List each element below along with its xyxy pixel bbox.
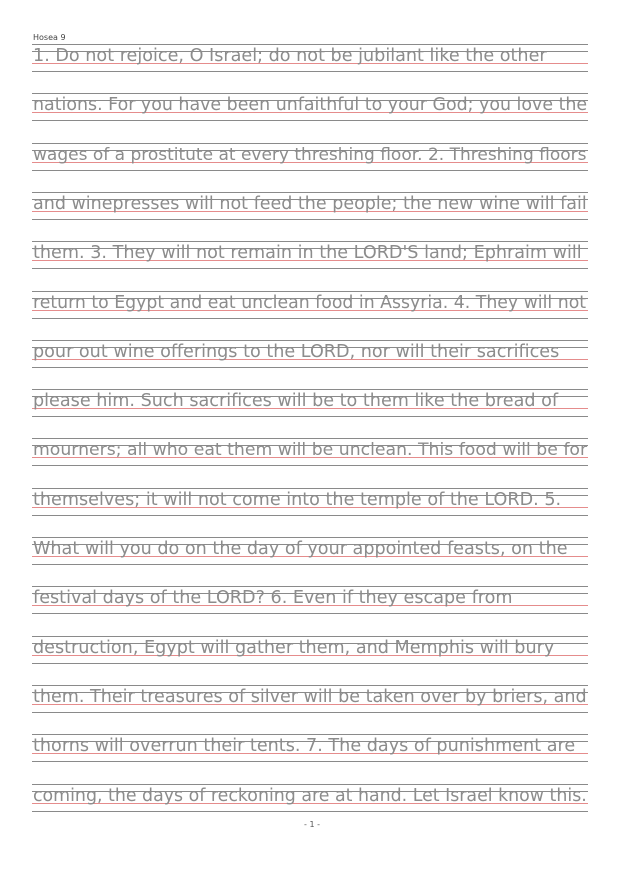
bottom-guideline bbox=[32, 170, 588, 171]
practice-line bbox=[32, 44, 588, 72]
tracing-text: mourners; all who eat them will be unclean. This food will be for bbox=[33, 440, 588, 461]
practice-line bbox=[32, 537, 588, 565]
bottom-guideline bbox=[32, 761, 588, 762]
tracing-text: return to Egypt and eat unclean food in Assyria. 4. They will not bbox=[33, 292, 587, 313]
tracing-text: thorns will overrun their tents. 7. The days of punishment are bbox=[33, 736, 576, 757]
tracing-text: destruction, Egypt will gather them, and Memphis will bury bbox=[33, 637, 555, 658]
tracing-text: What will you do on the day of your appointed feasts, on the bbox=[33, 539, 568, 559]
bottom-guideline bbox=[32, 465, 588, 466]
tracing-text: pour out wine offerings to the LORD, nor will their sacrifices bbox=[33, 341, 560, 362]
practice-line bbox=[32, 685, 588, 713]
tracing-text: wages of a prostitute at every threshing floor. 2. Threshing floors bbox=[33, 144, 587, 165]
bottom-guideline bbox=[32, 318, 588, 319]
tracing-text: them. 3. They will not remain in the LORD'S land; Ephraim will bbox=[33, 243, 582, 264]
page-title: Hosea 9 bbox=[33, 33, 66, 42]
bottom-guideline bbox=[32, 416, 588, 417]
bottom-guideline bbox=[32, 367, 588, 368]
practice-line bbox=[32, 586, 588, 614]
practice-line bbox=[32, 241, 588, 269]
bottom-guideline bbox=[32, 268, 588, 269]
tracing-text: themselves; it will not come into the temple of the LORD. 5. bbox=[33, 489, 562, 510]
tracing-text: them. Their treasures of silver will be taken over by briers, and bbox=[33, 686, 587, 707]
practice-line bbox=[32, 784, 588, 812]
page-number: - 1 - bbox=[304, 820, 320, 829]
tracing-text: and winepresses will not feed the people; the new wine will fail bbox=[33, 193, 587, 214]
bottom-guideline bbox=[32, 564, 588, 565]
bottom-guideline bbox=[32, 71, 588, 72]
tracing-text: please him. Such sacrifices will be to them like the bread of bbox=[33, 391, 559, 412]
practice-line bbox=[32, 93, 588, 121]
bottom-guideline bbox=[32, 515, 588, 516]
bottom-guideline bbox=[32, 663, 588, 664]
practice-line bbox=[32, 291, 588, 319]
practice-line bbox=[32, 636, 588, 664]
tracing-text: 1. Do not rejoice, O Israel; do not be jubilant like the other bbox=[33, 46, 547, 66]
tracing-text: coming, the days of reckoning are at hand. Let Israel know this. bbox=[33, 785, 587, 806]
bottom-guideline bbox=[32, 811, 588, 812]
practice-line bbox=[32, 192, 588, 220]
practice-line bbox=[32, 340, 588, 368]
tracing-text: nations. For you have been unfaithful to your God; you love the bbox=[33, 95, 588, 116]
bottom-guideline bbox=[32, 712, 588, 713]
bottom-guideline bbox=[32, 613, 588, 614]
bottom-guideline bbox=[32, 120, 588, 121]
practice-line bbox=[32, 488, 588, 516]
bottom-guideline bbox=[32, 219, 588, 220]
practice-line bbox=[32, 438, 588, 466]
practice-line bbox=[32, 143, 588, 171]
tracing-text: festival days of the LORD? 6. Even if they escape from bbox=[33, 588, 513, 609]
practice-line bbox=[32, 389, 588, 417]
practice-line bbox=[32, 734, 588, 762]
